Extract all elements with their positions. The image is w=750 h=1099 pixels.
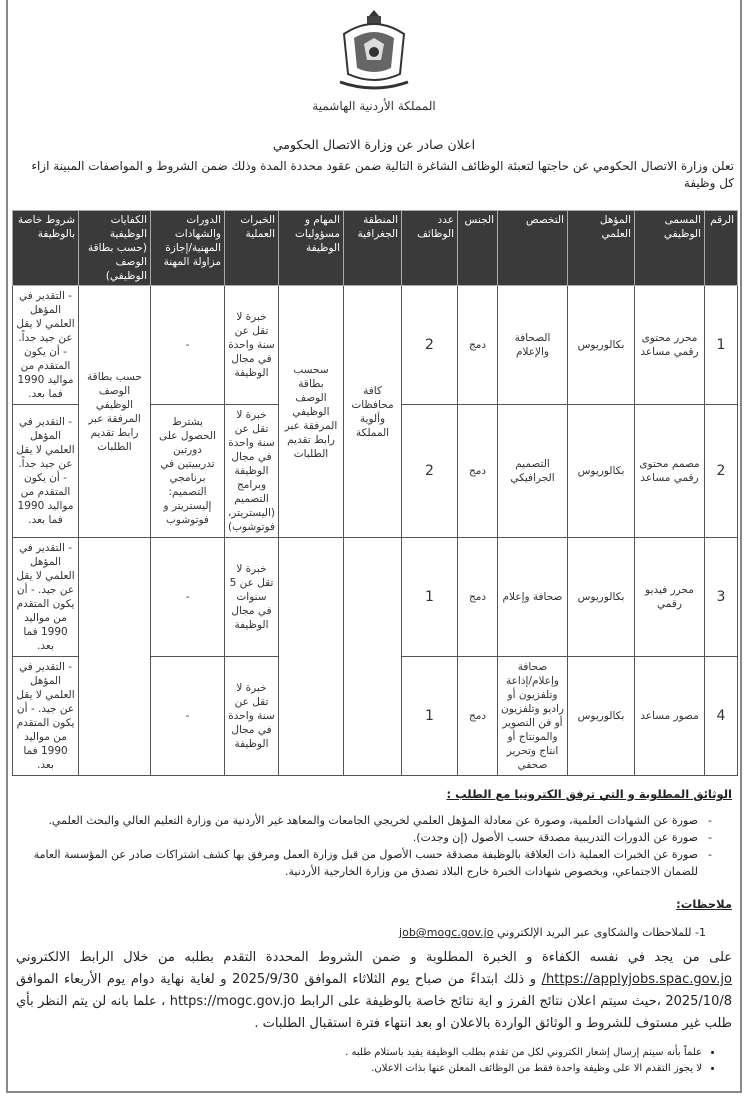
cell-count: 1 bbox=[402, 657, 458, 776]
cell-count: 2 bbox=[402, 405, 458, 538]
col-header-courses: الدورات والشهادات المهنية/إجازة مزاولة المهنة bbox=[151, 211, 225, 286]
cell-region: كافة محافظات وألوية المملكة bbox=[344, 286, 402, 538]
cell-conditions: - التقدير في المؤهل العلمي لا يقل عن جيد جداً. - أن يكون المتقدم من مواليد 1990 فما بعد. bbox=[13, 405, 79, 538]
note-bullet: • علماً بأنه سيتم إرسال إشعار الكتروني لكل من تقدم بطلب الوظيفة يفيد باستلام طلبه . bbox=[16, 1045, 702, 1061]
cell-experience: خبرة لا تقل عن سنة واحدة في مجال الوظيفة وبرامج التصميم (اليستريتر، فوتوشوب) bbox=[225, 405, 279, 538]
cell-conditions: - التقدير في المؤهل العلمي لا يقل عن جيد جداً. - أن يكون المتقدم من مواليد 1990 فما بعد. bbox=[13, 286, 79, 405]
cell-courses: - bbox=[151, 538, 225, 657]
cell-gender: دمج bbox=[458, 286, 498, 405]
cell-major: صحافة وإعلام/إذاعة وتلفزيون أو راديو وتلفزيون أو فن التصوير والمونتاج أو انتاج وتحرير صحفي bbox=[498, 657, 568, 776]
cell-experience: خبرة لا تقل عن سنة واحدة في مجال الوظيفة bbox=[225, 286, 279, 405]
document-item: - صورة عن الدورات التدريبية مصدقة حسب الأصول (إن وجدت). bbox=[16, 829, 712, 846]
announcement-intro: تعلن وزارة الاتصال الحكومي عن حاجتها لتعبئة الوظائف الشاغرة التالية ضمن عقود محددة المدة وذلك ضمن الشروط و المواصفات المبينة ازاء كل وظيفة bbox=[31, 159, 734, 190]
cell-count: 1 bbox=[402, 538, 458, 657]
cell-conditions: - التقدير في المؤهل العلمي لا يقل عن جيد. - أن يكون المتقدم من مواليد 1990 فما بعد. bbox=[13, 657, 79, 776]
cell-degree: بكالوريوس bbox=[568, 538, 635, 657]
jobs-table bbox=[12, 210, 738, 776]
documents-heading: الوثائق المطلوبة و التي ترفق الكترونيا مع الطلب : bbox=[446, 787, 732, 801]
cell-major: صحافة وإعلام bbox=[498, 538, 568, 657]
cell-gender: دمج bbox=[458, 657, 498, 776]
para-b: و ذلك ابتداءً من صباح يوم الثلاثاء الموافق 2025/9/30 و لغاية نهاية دوام يوم الأربعاء الموافق 2025/10/8 ،حيث سيتم اعلان نتائج الفرز و اية نتائج خاصة بالوظيفة على الرابط bbox=[16, 972, 733, 1009]
table-header-row bbox=[13, 211, 738, 286]
note-complaints bbox=[16, 924, 732, 941]
document-item: - صورة عن الشهادات العلمية، وصورة عن معادلة المؤهل العلمي لخريجي الجامعات والمعاهد غير الأردنية من وزارة التعليم العالي والبحث العلمي. bbox=[16, 812, 712, 829]
cell-courses: - bbox=[151, 286, 225, 405]
notes-section bbox=[16, 896, 732, 1077]
col-header-tasks: المهام و مسؤوليات الوظيفة bbox=[279, 211, 344, 286]
announcement-title: اعلان صادر عن وزارة الاتصال الحكومي bbox=[272, 137, 476, 152]
cell-no: 4 bbox=[705, 657, 738, 776]
para-a: على من يجد في نفسه الكفاءة و الخبرة المطلوبة و ضمن الشروط المحددة التقدم بطلبه من خلال الرابط الالكتروني bbox=[16, 950, 732, 965]
table-row bbox=[13, 538, 738, 657]
col-header-region: المنطقة الجغرافية bbox=[344, 211, 402, 286]
site-link[interactable]: https://mogc.gov.jo bbox=[169, 994, 296, 1009]
cell-no: 3 bbox=[705, 538, 738, 657]
application-paragraph bbox=[16, 947, 732, 1035]
cell-tasks-empty bbox=[279, 538, 344, 776]
cell-title: محرر فيديو رقمي bbox=[635, 538, 705, 657]
col-header-conditions: شروط خاصة بالوظيفة bbox=[13, 211, 79, 286]
para-c: ، علما بانه لن يتم النظر بأي طلب غير مستوف للشروط و الوثائق الواردة بالاعلان او بعد انتهاء فترة استقبال الطلبات . bbox=[16, 994, 732, 1031]
cell-conditions: - التقدير في المؤهل العلمي لا يقل عن جيد. - أن يكون المتقدم من مواليد 1990 فما بعد. bbox=[13, 538, 79, 657]
cell-courses: يشترط الحصول على دورتين تدريبيتين في برنامجي التصميم: إليستريتر و فوتوشوب bbox=[151, 405, 225, 538]
cell-no: 1 bbox=[705, 286, 738, 405]
cell-no: 2 bbox=[705, 405, 738, 538]
cell-experience: خبرة لا تقل عن سنة واحدة في مجال الوظيفة bbox=[225, 657, 279, 776]
cell-degree: بكالوريوس bbox=[568, 657, 635, 776]
cell-title: محرر محتوى رقمي مساعد bbox=[635, 286, 705, 405]
page-frame bbox=[6, 0, 742, 1093]
document-item: - صورة عن الخبرات العملية ذات العلاقة بالوظيفة مصدقة حسب الأصول من قبل وزارة العمل ومرفق بها كشف اشتراكات صادر عن المؤسسة العامة للضمان الاجتماعي، وبخصوص شهادات الخبرة خارج البلاد تصدق من وزارة الخارجية الأردنية. bbox=[16, 846, 712, 880]
cell-gender: دمج bbox=[458, 405, 498, 538]
cell-major: التصميم الجرافيكي bbox=[498, 405, 568, 538]
apply-link[interactable]: https://applyjobs.spac.gov.jo/ bbox=[541, 972, 732, 987]
logo-text: المملكة الأردنية الهاشمية bbox=[312, 99, 436, 113]
col-header-gender: الجنس bbox=[458, 211, 498, 286]
note-complaints-text: 1- للملاحظات والشكاوى عبر البريد الإلكتروني bbox=[496, 926, 706, 939]
col-header-no: الرقم bbox=[705, 211, 738, 286]
col-header-experience: الخبرات العملية bbox=[225, 211, 279, 286]
cell-gender: دمج bbox=[458, 538, 498, 657]
note-bullet: • لا يجوز التقدم الا على وظيفة واحدة فقط من الوظائف المعلن عنها بذات الاعلان. bbox=[16, 1061, 702, 1077]
emblem-area bbox=[12, 4, 736, 114]
cell-courses: - bbox=[151, 657, 225, 776]
col-header-competencies: الكفايات الوظيفية (حسب بطاقة الوصف الوظيفي) bbox=[79, 211, 151, 286]
table-row bbox=[13, 286, 738, 405]
notes-heading: ملاحظات: bbox=[676, 897, 732, 911]
cell-degree: بكالوريوس bbox=[568, 405, 635, 538]
cell-competencies: حسب بطاقة الوصف الوظيفي المرفقة عبر رابط تقديم الطلبات bbox=[79, 286, 151, 538]
cell-tasks: سحسب بطاقة الوصف الوظيفي المرفقة عبر رابط تقديم الطلبات bbox=[279, 286, 344, 538]
cell-degree: بكالوريوس bbox=[568, 286, 635, 405]
cell-competencies-empty bbox=[79, 538, 151, 776]
cell-title: مصور مساعد bbox=[635, 657, 705, 776]
cell-region-empty bbox=[344, 538, 402, 776]
col-header-count: عدد الوظائف bbox=[402, 211, 458, 286]
cell-experience: خبرة لا تقل عن 5 سنوات في مجال الوظيفة bbox=[225, 538, 279, 657]
cell-count: 2 bbox=[402, 286, 458, 405]
jordan-coat-of-arms-logo bbox=[334, 4, 414, 94]
col-header-major: التخصص bbox=[498, 211, 568, 286]
required-documents-section bbox=[16, 786, 732, 880]
cell-major: الصحافة والإعلام bbox=[498, 286, 568, 405]
email-link[interactable]: job@mogc.gov.jo bbox=[399, 926, 494, 939]
col-header-degree: المؤهل العلمي bbox=[568, 211, 635, 286]
col-header-title: المسمى الوظيفي bbox=[635, 211, 705, 286]
cell-title: مصمم محتوى رقمي مساعد bbox=[635, 405, 705, 538]
